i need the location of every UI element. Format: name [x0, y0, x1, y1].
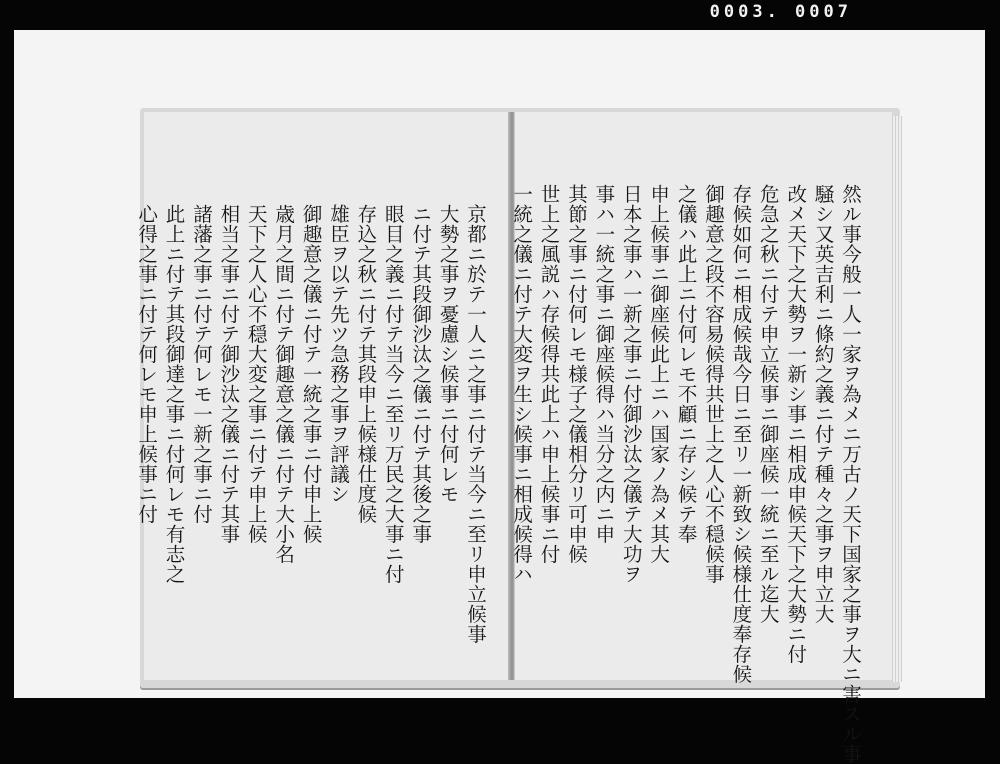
text-column: 心得之事ニ付テ何レモ申上候事ニ付	[135, 204, 159, 524]
text-column: 御趣意之儀ニ付テ一統之事ニ付申上候	[299, 204, 323, 544]
text-column: 此上ニ付テ其段御達之事ニ付何レモ有志之	[162, 204, 186, 584]
text-column: 京都ニ於テ一人ニ之事ニ付テ当今ニ至リ申立候事	[464, 204, 487, 644]
text-column: 其節之事ニ付何レモ様子之儀相分リ可申候	[564, 184, 588, 564]
text-column: ニ付テ其段御沙汰之儀ニ付テ其後之事	[409, 204, 433, 544]
text-column: 日本之事ハ一新之事ニ付御沙汰之儀テ大功ヲ	[619, 184, 643, 584]
text-column: 雄臣ヲ以テ先ツ急務之事ヲ評議シ	[326, 204, 350, 504]
text-column: 天下之人心不穏大変之事ニ付テ申上候	[244, 204, 268, 544]
open-book	[135, 108, 900, 764]
left-page-text	[133, 204, 489, 642]
text-column: 世上之風説ハ存候得共此上ハ申上候事ニ付	[537, 184, 561, 564]
text-column: 歳月之間ニ付テ御趣意之儀ニ付テ大小名	[272, 204, 296, 564]
text-column: 危急之秋ニ付テ申立候事ニ御座候一統ニ至ル迄大	[756, 184, 780, 624]
text-column: 申上候事ニ御座候此上ニハ国家ノ為メ其大	[647, 184, 671, 564]
text-column: 之儀ハ此上ニ付何レモ不顧ニ存シ候テ奉	[674, 184, 698, 544]
text-column: 相当之事ニ付テ御沙汰之儀ニ付テ其事	[217, 204, 241, 544]
frame-number: 0003. 0007	[709, 2, 852, 22]
text-column: 一統之儀ニ付テ大変ヲ生シ候事ニ相成候得ハ	[510, 184, 534, 584]
text-column: 御趣意之段不容易候得共世上之人心不穏候事	[701, 184, 725, 584]
right-page-text	[508, 184, 864, 764]
text-column: 諸藩之事ニ付テ何レモ一新之事ニ付	[189, 204, 213, 524]
text-column: 存候如何ニ相成候哉今日ニ至リ一新致シ候様仕度奉存候	[729, 184, 753, 684]
text-column: 改メ天下之大勢ヲ一新シ事ニ相成申候天下之大勢ニ付	[784, 184, 808, 664]
microfilm-mount	[14, 30, 985, 764]
text-column: 存込之秋ニ付テ其段申上候様仕度候	[354, 204, 378, 524]
left-page	[135, 112, 512, 680]
text-column: 大勢之事ヲ憂慮シ候事ニ付何レモ	[436, 204, 460, 504]
text-column: 然ル事今般一人一家ヲ為メニ万古ノ天下国家之事ヲ大ニ害スル事	[839, 184, 862, 764]
text-column: 騒シ又英吉利ニ條約之義ニ付テ種々之事ヲ申立大	[811, 184, 835, 624]
right-page	[510, 112, 892, 764]
text-column: 眼目之義ニ付テ当今ニ至リ万民之大事ニ付	[381, 204, 405, 584]
text-column: 事ハ一統之事ニ御座候得ハ当分之内ニ申	[592, 184, 616, 544]
page-edges	[892, 116, 902, 682]
